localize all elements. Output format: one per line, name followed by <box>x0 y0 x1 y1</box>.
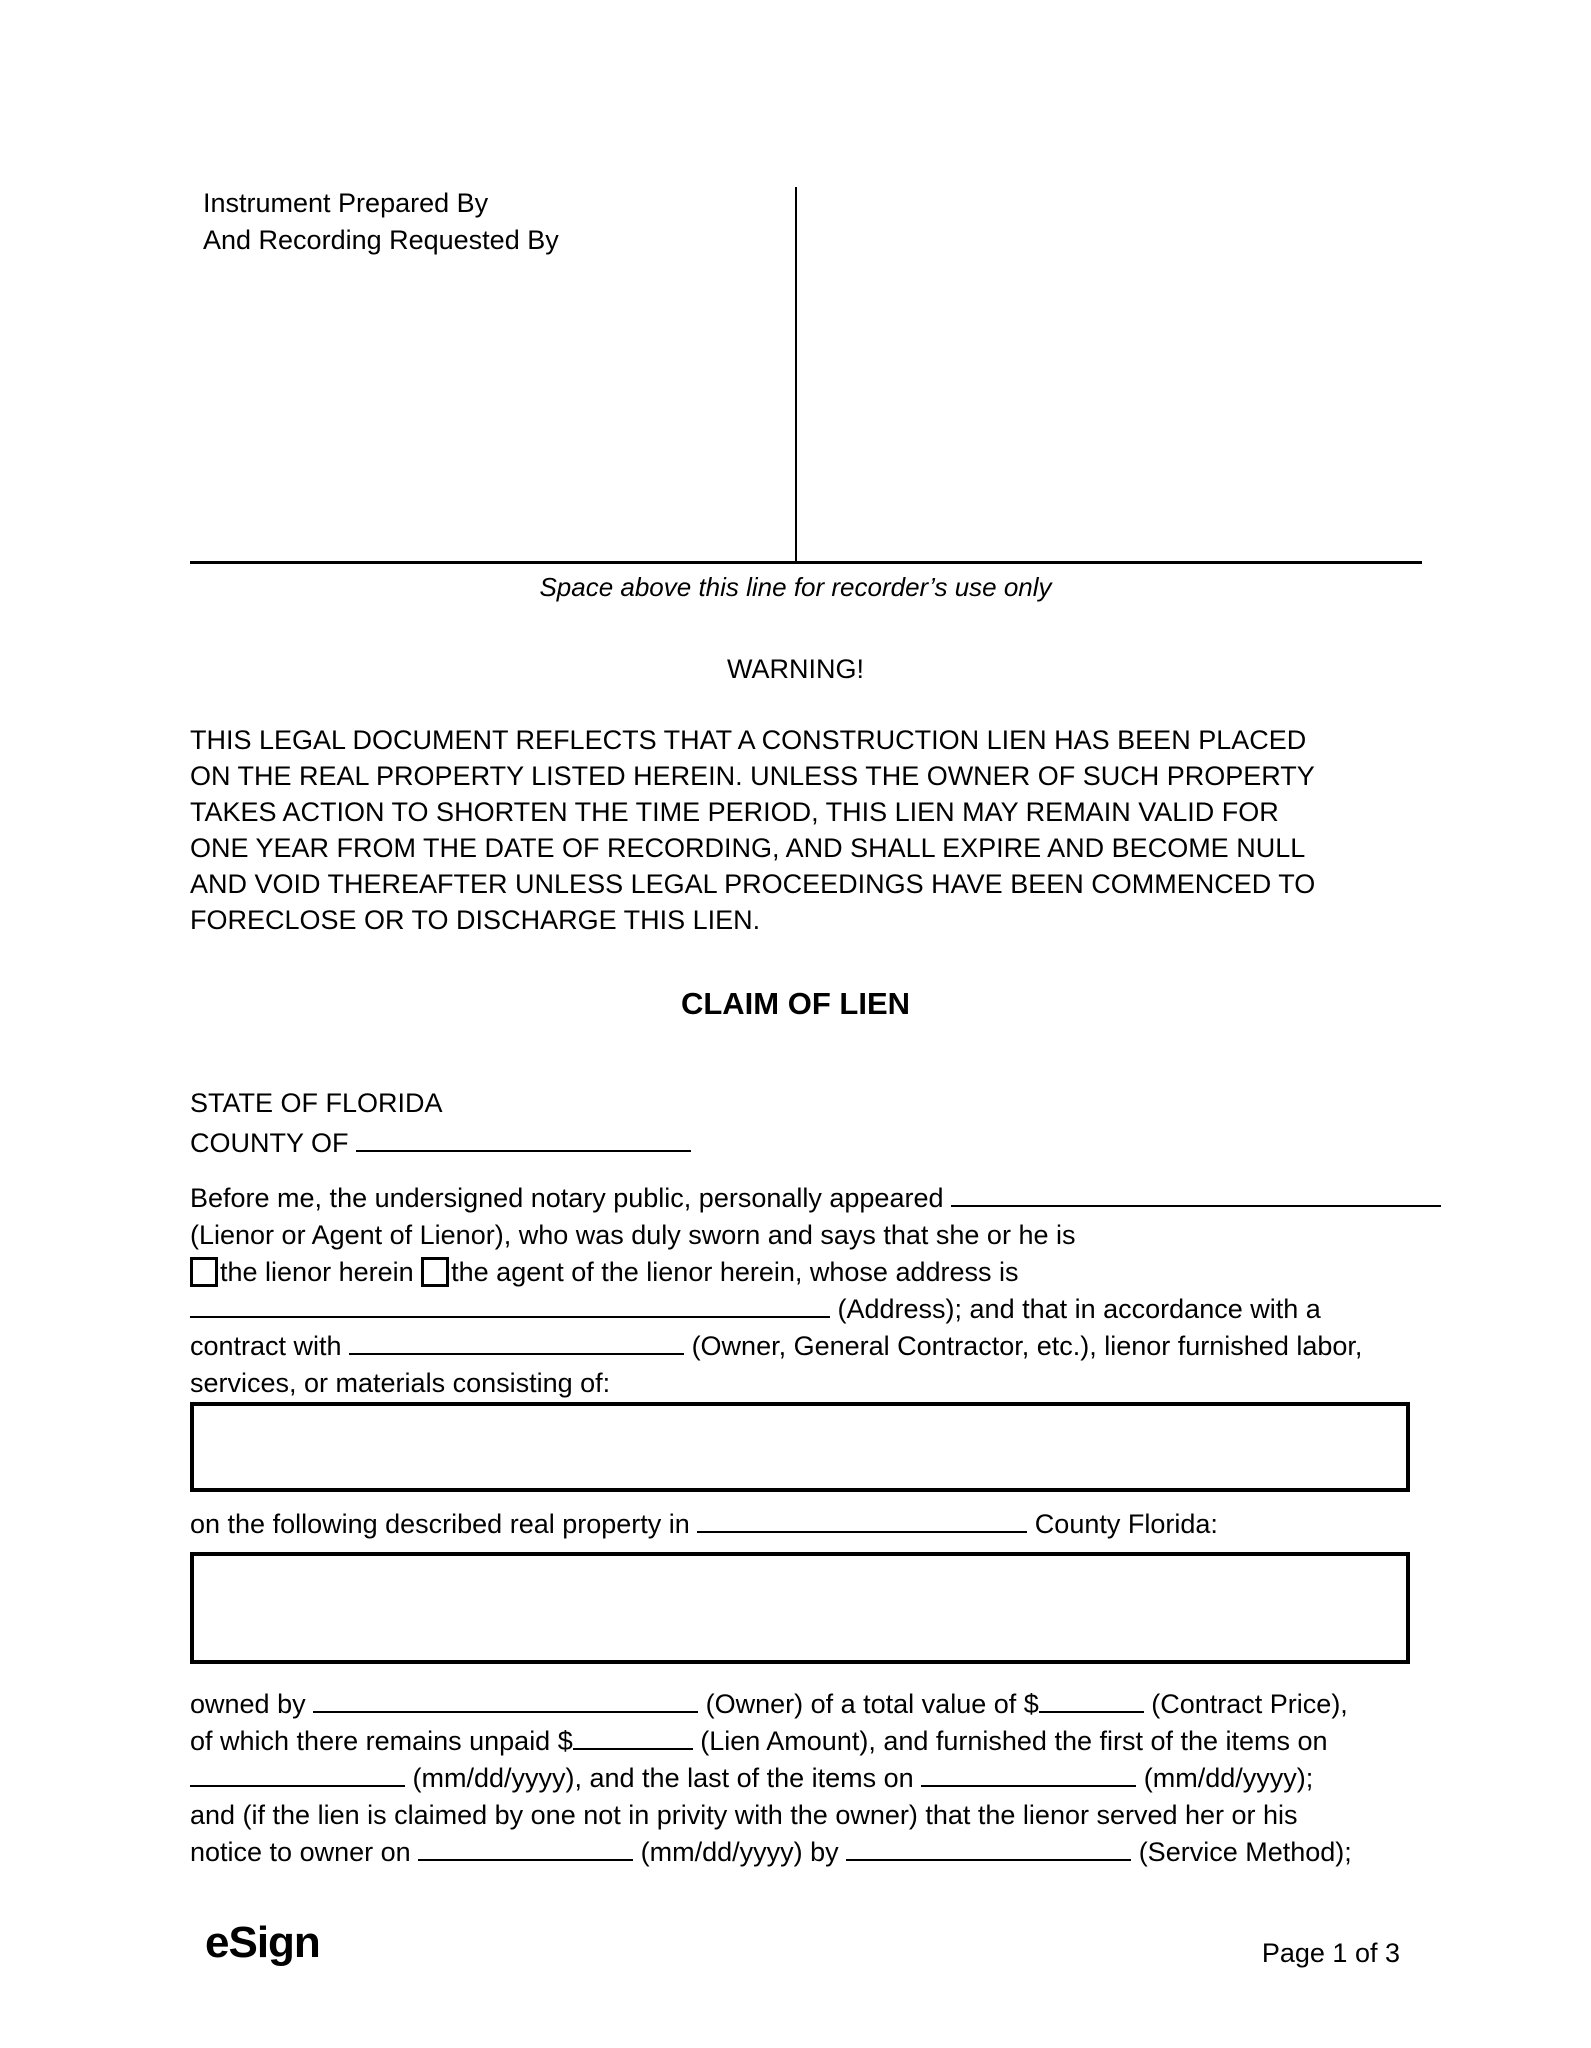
value-and-dates-paragraph <box>190 1686 1450 1871</box>
blank-field[interactable] <box>190 1760 405 1787</box>
materials-description-box[interactable] <box>190 1402 1410 1492</box>
document-title: CLAIM OF LIEN <box>680 986 911 1021</box>
text-segment: owned by <box>190 1689 314 1719</box>
text-line <box>190 1291 1450 1328</box>
text-segment: of which there remains unpaid $ <box>190 1726 573 1756</box>
text-line: AND VOID THEREAFTER UNLESS LEGAL PROCEEDINGS HAVE BEEN COMMENCED TO <box>190 869 1316 899</box>
text-line <box>190 1328 1450 1365</box>
text-line: THIS LEGAL DOCUMENT REFLECTS THAT A CONSTRUCTION LIEN HAS BEEN PLACED <box>190 725 1307 755</box>
text-line <box>190 1686 1450 1723</box>
blank-field[interactable] <box>573 1723 693 1750</box>
county-line <box>190 1125 691 1159</box>
checkbox[interactable] <box>421 1257 449 1287</box>
text-line: ON THE REAL PROPERTY LISTED HEREIN. UNLESS THE OWNER OF SUCH PROPERTY <box>190 761 1315 791</box>
text-segment: on the following described real property in <box>190 1509 698 1539</box>
text-line <box>190 1834 1450 1871</box>
blank-field[interactable] <box>846 1834 1131 1861</box>
blank-field[interactable] <box>356 1125 691 1152</box>
text-line <box>190 1125 691 1159</box>
blank-field[interactable] <box>190 1291 830 1318</box>
text-segment: contract with <box>190 1331 350 1361</box>
blank-field[interactable] <box>697 1506 1027 1533</box>
text-segment: (mm/dd/yyyy); <box>1136 1763 1314 1793</box>
blank-field[interactable] <box>921 1760 1136 1787</box>
text-segment: (Lien Amount), and furnished the first of the items on <box>692 1726 1328 1756</box>
text-line <box>190 1760 1450 1797</box>
text-segment: (Service Method); <box>1131 1837 1352 1867</box>
text-line: ONE YEAR FROM THE DATE OF RECORDING, AND SHALL EXPIRE AND BECOME NULL <box>190 833 1306 863</box>
blank-field[interactable] <box>349 1328 684 1355</box>
text-segment: (Owner, General Contractor, etc.), lienor furnished labor, <box>684 1331 1363 1361</box>
text-segment: (mm/dd/yyyy) by <box>633 1837 847 1867</box>
text-line <box>190 1254 1450 1291</box>
notary-appearance-paragraph <box>190 1180 1450 1402</box>
recording-requested-line: And Recording Requested By <box>203 225 559 255</box>
prepared-by-line: Instrument Prepared By <box>203 188 489 218</box>
text-line <box>190 1723 1450 1760</box>
blank-field[interactable] <box>1039 1686 1144 1713</box>
real-property-line <box>190 1506 1218 1540</box>
text-segment: (mm/dd/yyyy), and the last of the items on <box>405 1763 922 1793</box>
text-segment: (Address); and that in accordance with a <box>830 1294 1321 1324</box>
text-segment: services, or materials consisting of: <box>190 1368 611 1398</box>
text-line <box>190 1797 1450 1834</box>
text-segment: County Florida: <box>1027 1509 1218 1539</box>
esign-logo: eSign <box>205 1918 320 1967</box>
text-segment: Before me, the undersigned notary public, personally appeared <box>190 1183 951 1213</box>
recorder-area-vertical-divider <box>795 187 797 564</box>
text-segment: notice to owner on <box>190 1837 419 1867</box>
text-segment: (Owner) of a total value of $ <box>698 1689 1039 1719</box>
property-description-box[interactable] <box>190 1552 1410 1664</box>
text-segment: (Lienor or Agent of Lienor), who was duly sworn and says that she or he is <box>190 1220 1076 1250</box>
text-line <box>190 1217 1450 1254</box>
text-line: FORECLOSE OR TO DISCHARGE THIS LIEN. <box>190 905 761 935</box>
warning-heading: WARNING! <box>727 654 864 684</box>
text-segment: COUNTY OF <box>190 1128 357 1158</box>
page-indicator: Page 1 of 3 <box>1261 1938 1400 1968</box>
recorder-use-note: Space above this line for recorder’s use only <box>539 572 1052 602</box>
text-segment: (Contract Price), <box>1143 1689 1348 1719</box>
recorder-area-horizontal-rule <box>190 561 1422 564</box>
text-line <box>190 1180 1450 1217</box>
blank-field[interactable] <box>418 1834 633 1861</box>
text-line: TAKES ACTION TO SHORTEN THE TIME PERIOD, THIS LIEN MAY REMAIN VALID FOR <box>190 797 1279 827</box>
warning-paragraph <box>190 722 1422 938</box>
blank-field[interactable] <box>313 1686 698 1713</box>
text-segment: and (if the lien is claimed by one not in privity with the owner) that the lienor served her or his <box>190 1800 1298 1830</box>
blank-field[interactable] <box>951 1180 1441 1207</box>
state-of-florida-line: STATE OF FLORIDA <box>190 1088 443 1118</box>
prepared-by-block <box>203 185 559 259</box>
text-segment: the lienor herein <box>220 1257 422 1287</box>
text-line <box>190 1365 1450 1402</box>
text-segment: the agent of the lienor herein, whose address is <box>451 1257 1019 1287</box>
text-line <box>190 1506 1218 1540</box>
checkbox[interactable] <box>190 1257 218 1287</box>
